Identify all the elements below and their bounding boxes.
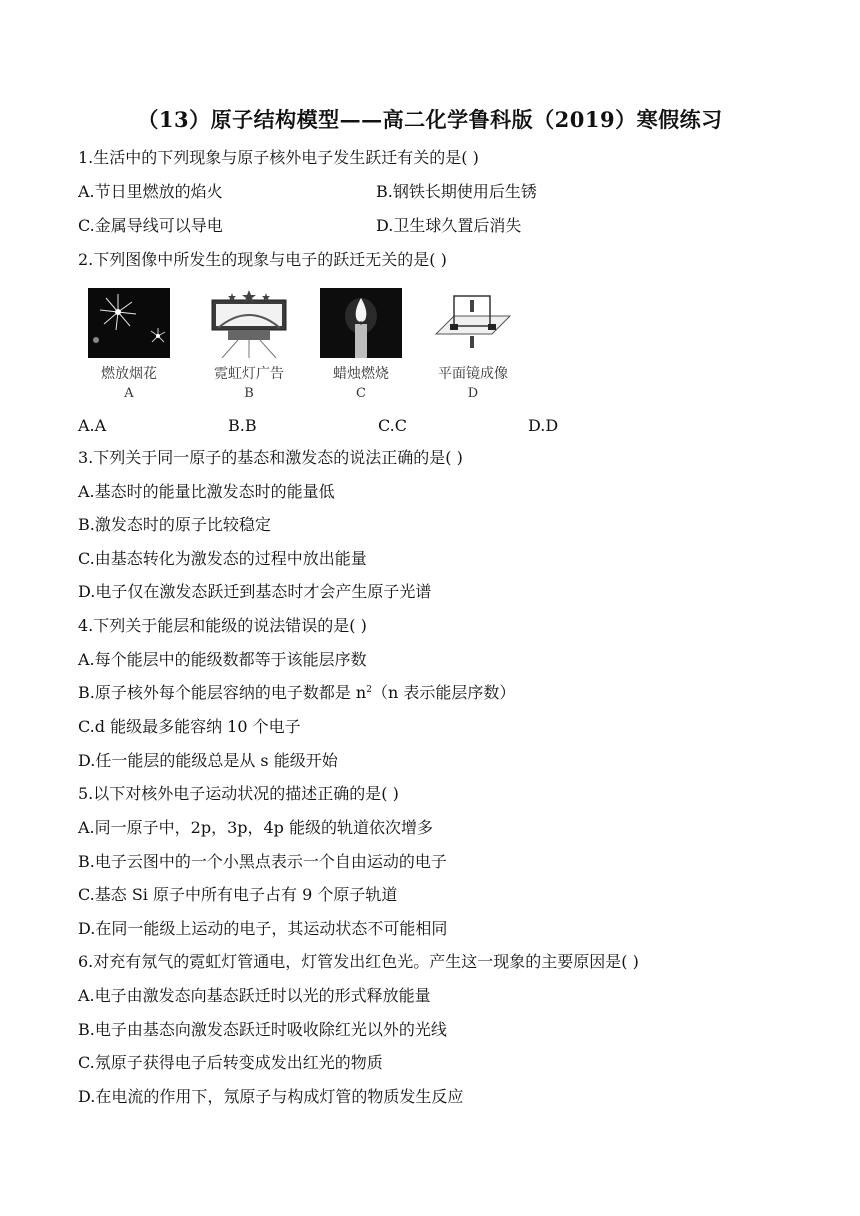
- figure-b-caption: 霓虹灯广告: [214, 366, 284, 382]
- question-6-stem: 6.对充有氖气的霓虹灯管通电，灯管发出红色光。产生这一现象的主要原因是( ): [78, 952, 639, 971]
- question-5-option-c: C.基态 Si 原子中所有电子占有 9 个原子轨道: [78, 885, 398, 904]
- question-5-option-a: A.同一原子中，2p，3p，4p 能级的轨道依次增多: [78, 818, 433, 837]
- question-1-option-c: C.金属导线可以导电: [78, 216, 223, 235]
- figure-d-letter: D: [467, 386, 479, 401]
- figure-c-caption: 蜡烛燃烧: [333, 366, 389, 382]
- question-2-stem: 2.下列图像中所发生的现象与电子的跃迁无关的是( ): [78, 250, 447, 269]
- question-4-option-d: D.任一能层的能级总是从 s 能级开始: [78, 751, 338, 770]
- candle-image: [320, 288, 402, 358]
- question-1-option-d: D.卫生球久置后消失: [376, 216, 522, 235]
- question-4-option-c: C.d 能级最多能容纳 10 个电子: [78, 717, 301, 736]
- page-title: （13）原子结构模型——高二化学鲁科版（2019）寒假练习: [137, 107, 723, 132]
- question-3-stem: 3.下列关于同一原子的基态和激发态的说法正确的是( ): [78, 448, 463, 467]
- question-4-option-b-note: （n 表示能层序数）: [371, 683, 516, 702]
- question-4-stem: 4.下列关于能层和能级的说法错误的是( ): [78, 616, 367, 635]
- figure-a-letter: A: [124, 386, 134, 401]
- question-2-option-b: B.B: [228, 416, 257, 435]
- question-5-option-b: B.电子云图中的一个小黑点表示一个自由运动的电子: [78, 852, 447, 871]
- question-2-option-c: C.C: [378, 416, 407, 435]
- question-2-option-d: D.D: [528, 416, 559, 435]
- figure-a-caption: 燃放烟花: [101, 366, 157, 382]
- question-3-option-b: B.激发态时的原子比较稳定: [78, 515, 271, 534]
- question-1-option-a: A.节日里燃放的焰火: [78, 182, 223, 201]
- question-5-stem: 5.以下对核外电子运动状况的描述正确的是( ): [78, 784, 399, 803]
- question-3-option-d: D.电子仅在激发态跃迁到基态时才会产生原子光谱: [78, 582, 432, 601]
- figure-b-letter: B: [244, 386, 254, 401]
- question-6-option-a: A.电子由激发态向基态跃迁时以光的形式释放能量: [78, 986, 431, 1005]
- question-2-figures: [88, 288, 528, 404]
- figure-d-caption: 平面镜成像: [438, 366, 508, 382]
- figure-c-letter: C: [356, 386, 366, 401]
- question-2-option-a: A.A: [78, 416, 107, 435]
- question-6-option-c: C.氖原子获得电子后转变成发出红光的物质: [78, 1053, 383, 1072]
- question-1-option-b: B.钢铁长期使用后生锈: [376, 182, 537, 201]
- question-3-option-c: C.由基态转化为激发态的过程中放出能量: [78, 549, 367, 568]
- question-6-option-d: D.在电流的作用下，氖原子与构成灯管的物质发生反应: [78, 1087, 464, 1106]
- question-1-stem: 1.生活中的下列现象与原子核外电子发生跃迁有关的是( ): [78, 148, 479, 167]
- question-4-option-b: [78, 683, 515, 703]
- question-4-option-b-superscript: 2: [366, 685, 372, 695]
- question-5-option-d: D.在同一能级上运动的电子，其运动状态不可能相同: [78, 919, 448, 938]
- plane-mirror-image: [432, 288, 514, 358]
- fireworks-image: [88, 288, 170, 358]
- question-4-option-a: A.每个能层中的能级数都等于该能层序数: [78, 650, 367, 669]
- neon-sign-image: [208, 288, 290, 358]
- question-3-option-a: A.基态时的能量比激发态时的能量低: [78, 482, 335, 501]
- question-4-option-b-text: B.原子核外每个能层容纳的电子数都是 n: [78, 683, 367, 702]
- question-6-option-b: B.电子由基态向激发态跃迁时吸收除红光以外的光线: [78, 1020, 447, 1039]
